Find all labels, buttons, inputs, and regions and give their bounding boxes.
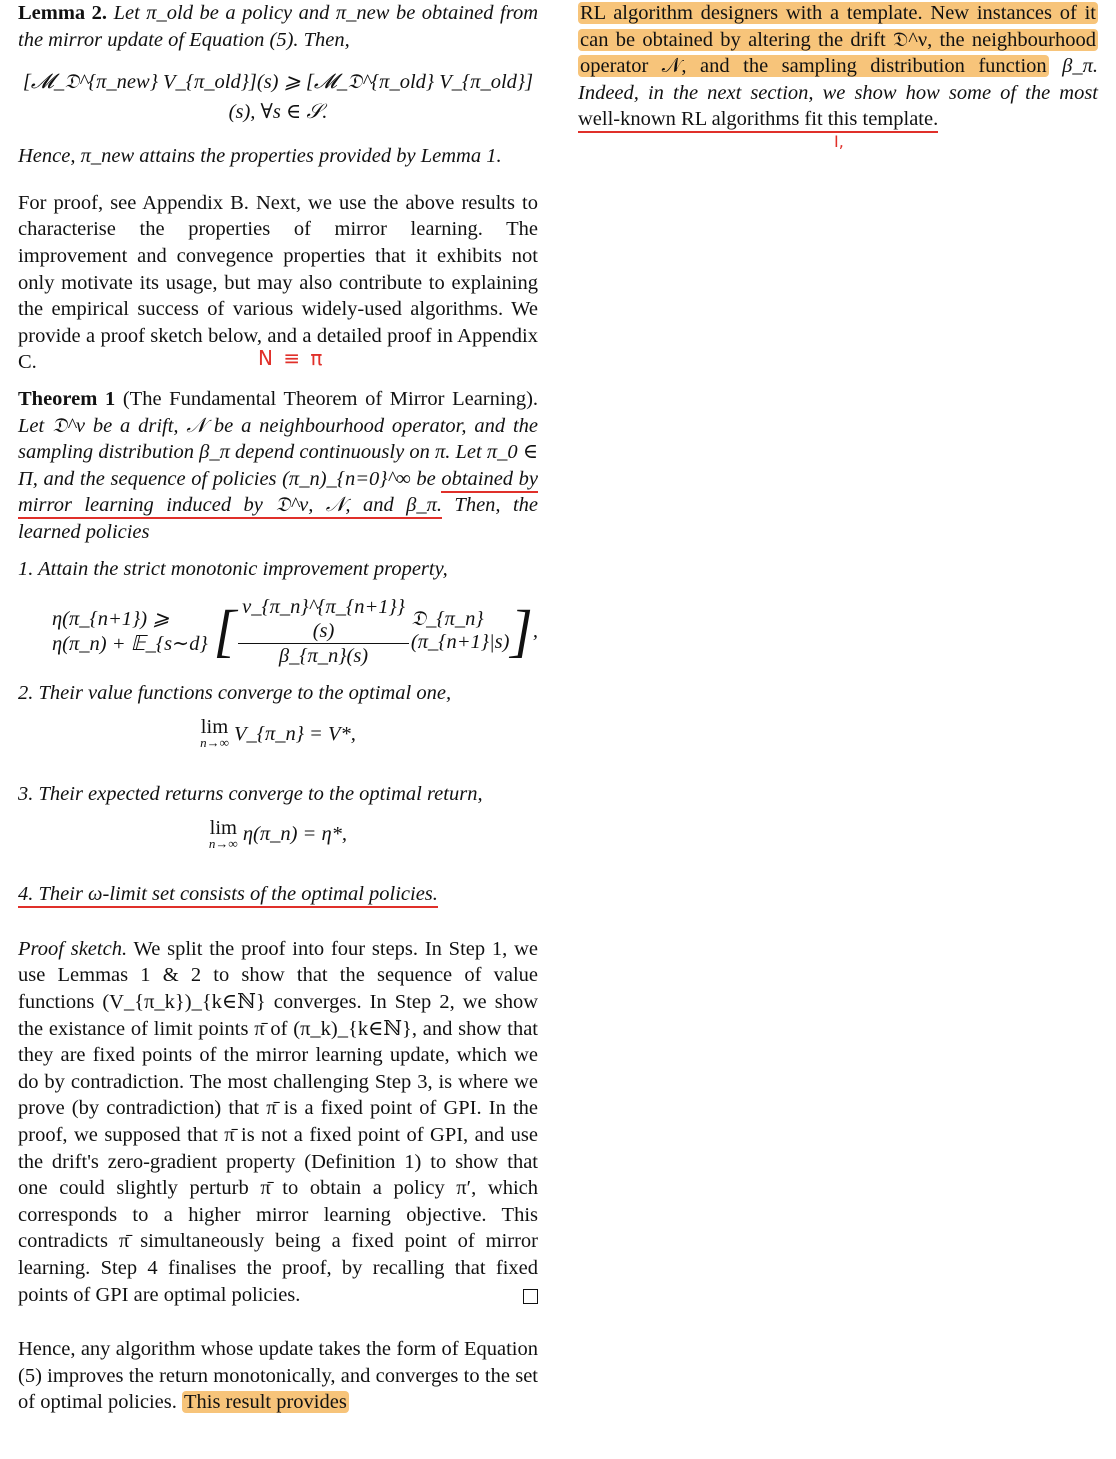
theorem-title: (The Fundamental Theorem of Mirror Learning).	[122, 387, 539, 410]
item-4-text: 4. Their ω-limit set consists of the optimal policies.	[18, 883, 438, 908]
lemma-conclusion: Hence, π_new attains the properties provided by Lemma 1.	[18, 145, 502, 168]
theorem-label: Theorem 1	[18, 387, 116, 410]
eq2-limit: lim n→∞	[200, 715, 229, 750]
eq1-denominator: β_{π_n}(s)	[278, 644, 369, 667]
handwritten-mark: I,	[834, 132, 844, 151]
item-3: 3. Their expected returns converge to the optimal return,	[18, 782, 483, 805]
final-paragraph	[18, 1336, 538, 1416]
qed-box-icon	[523, 1289, 538, 1304]
right-column	[578, 0, 1098, 133]
equation-3	[18, 816, 538, 863]
right-underlined: well-known RL algorithms fit this template.	[578, 108, 938, 133]
right-bracket: ]	[510, 598, 533, 664]
proof-body: We split the proof into four steps. In Step 1, we use Lemmas 1 & 2 to show that the sequence of value functions (V_{π_k})_{k∈ℕ} converges. In Step 2, we show the existance of limit points π̄ of (π_k)_{k∈ℕ}, and show that they are fixed points of the mirror learning update, which we do by contradiction. The most challenging Step 3, is where we prove (by contradiction) that π̄ is a fixed point of GPI. In the proof, we supposed that π̄ is not a fixed point of GPI, and use the drift's zero-gradient property (Definition 1) to show that one could slightly perturb π̄ to obtain a policy π′, which corresponds to a higher mirror learning objective. This contradicts π̄ simultaneously being a fixed point of mirror learning. Step 4 finalises the proof, by recalling that fixed points of GPI are optimal policies.	[18, 937, 538, 1306]
final-text: Hence, any algorithm whose update takes the form of Equation (5) improves the return monotonically, and converges to the set of optimal policies.	[18, 1338, 538, 1414]
eq3-body: η(π_n) = η*,	[242, 823, 348, 846]
theorem-body: Let 𝔇^ν be a drift, 𝒩 be a neighbourhood operator, and the sampling distribution β_π depend continuously on π. Let π_0 ∈ Π, and the sequence of policies (π_n)_{n=0}^∞ be	[18, 414, 538, 490]
proof-label: Proof sketch.	[18, 937, 128, 960]
eq1-left: η(π_{n+1}) ⩾ η(π_n) + 𝔼_{s∼d}	[52, 608, 208, 656]
equation-2	[18, 715, 538, 763]
item-2: 2. Their value functions converge to the optimal one,	[18, 682, 452, 705]
theorem-then: Then, the learned policies	[18, 494, 539, 543]
proof-sketch	[18, 936, 538, 1308]
right-paragraph	[578, 0, 1098, 133]
eq2-body: V_{π_n} = V*,	[233, 722, 356, 745]
right-highlight: RL algorithm designers with a template. New instances of it can be obtained by altering the drift 𝔇^ν, the neighbourhood operator 𝒩, and the sampling distribution function	[580, 2, 1096, 78]
lemma-label: Lemma 2.	[18, 2, 108, 24]
lemma-statement	[18, 0, 538, 53]
left-bracket: [	[213, 598, 237, 664]
handwritten-note: N ≡ π	[258, 346, 325, 370]
right-text: β_π. Indeed, in the next section, we show how some of the most	[578, 55, 1099, 104]
item-1: 1. Attain the strict monotonic improvement property,	[18, 557, 448, 580]
lemma-equation: [𝓜_𝔇^{π_new} V_{π_old}](s) ⩾ [𝓜_𝔇^{π_old} V_{π_old}](s), ∀s ∈ 𝒮.	[22, 71, 534, 124]
left-column	[18, 0, 538, 1416]
lemma-body: Let π_old be a policy and π_new be obtained from the mirror update of Equation (5). Then,	[18, 2, 538, 51]
paragraph-proof-intro: For proof, see Appendix B. Next, we use the above results to characterise the properties of mirror learning. The improvement and convegence properties that it exhibits not only motivate its usage, but may also contribute to explaining the empirical success of various widely-used algorithms. We provide a proof sketch below, and a detailed proof in Appendix C.	[18, 191, 538, 374]
eq1-right: 𝔇_{π_n}(π_{n+1}|s)	[410, 608, 510, 654]
eq1-numerator: ν_{π_n}^{π_{n+1}}(s)	[238, 595, 409, 644]
eq1-fraction	[238, 595, 409, 668]
theorem-statement	[18, 386, 538, 546]
item-4	[18, 881, 538, 908]
final-highlight: This result provides	[183, 1391, 347, 1414]
theorem-underlined: obtained by mirror learning induced by 𝔇^ν, 𝒩, and β_π.	[18, 468, 538, 520]
equation-1: η(π_{n+1}) ⩾ η(π_n) + 𝔼_{s∼d} [ $\frac{\nu\_\{\pi\_n\}\^{}\{\pi\_\{n+1\}\}(s)}{\beta\_\{\pi\_n\}(s)}$ 𝔇_{π_n}(π_{n+1}|s) ] ,	[52, 595, 538, 667]
eq3-limit: lim n→∞	[208, 816, 238, 851]
